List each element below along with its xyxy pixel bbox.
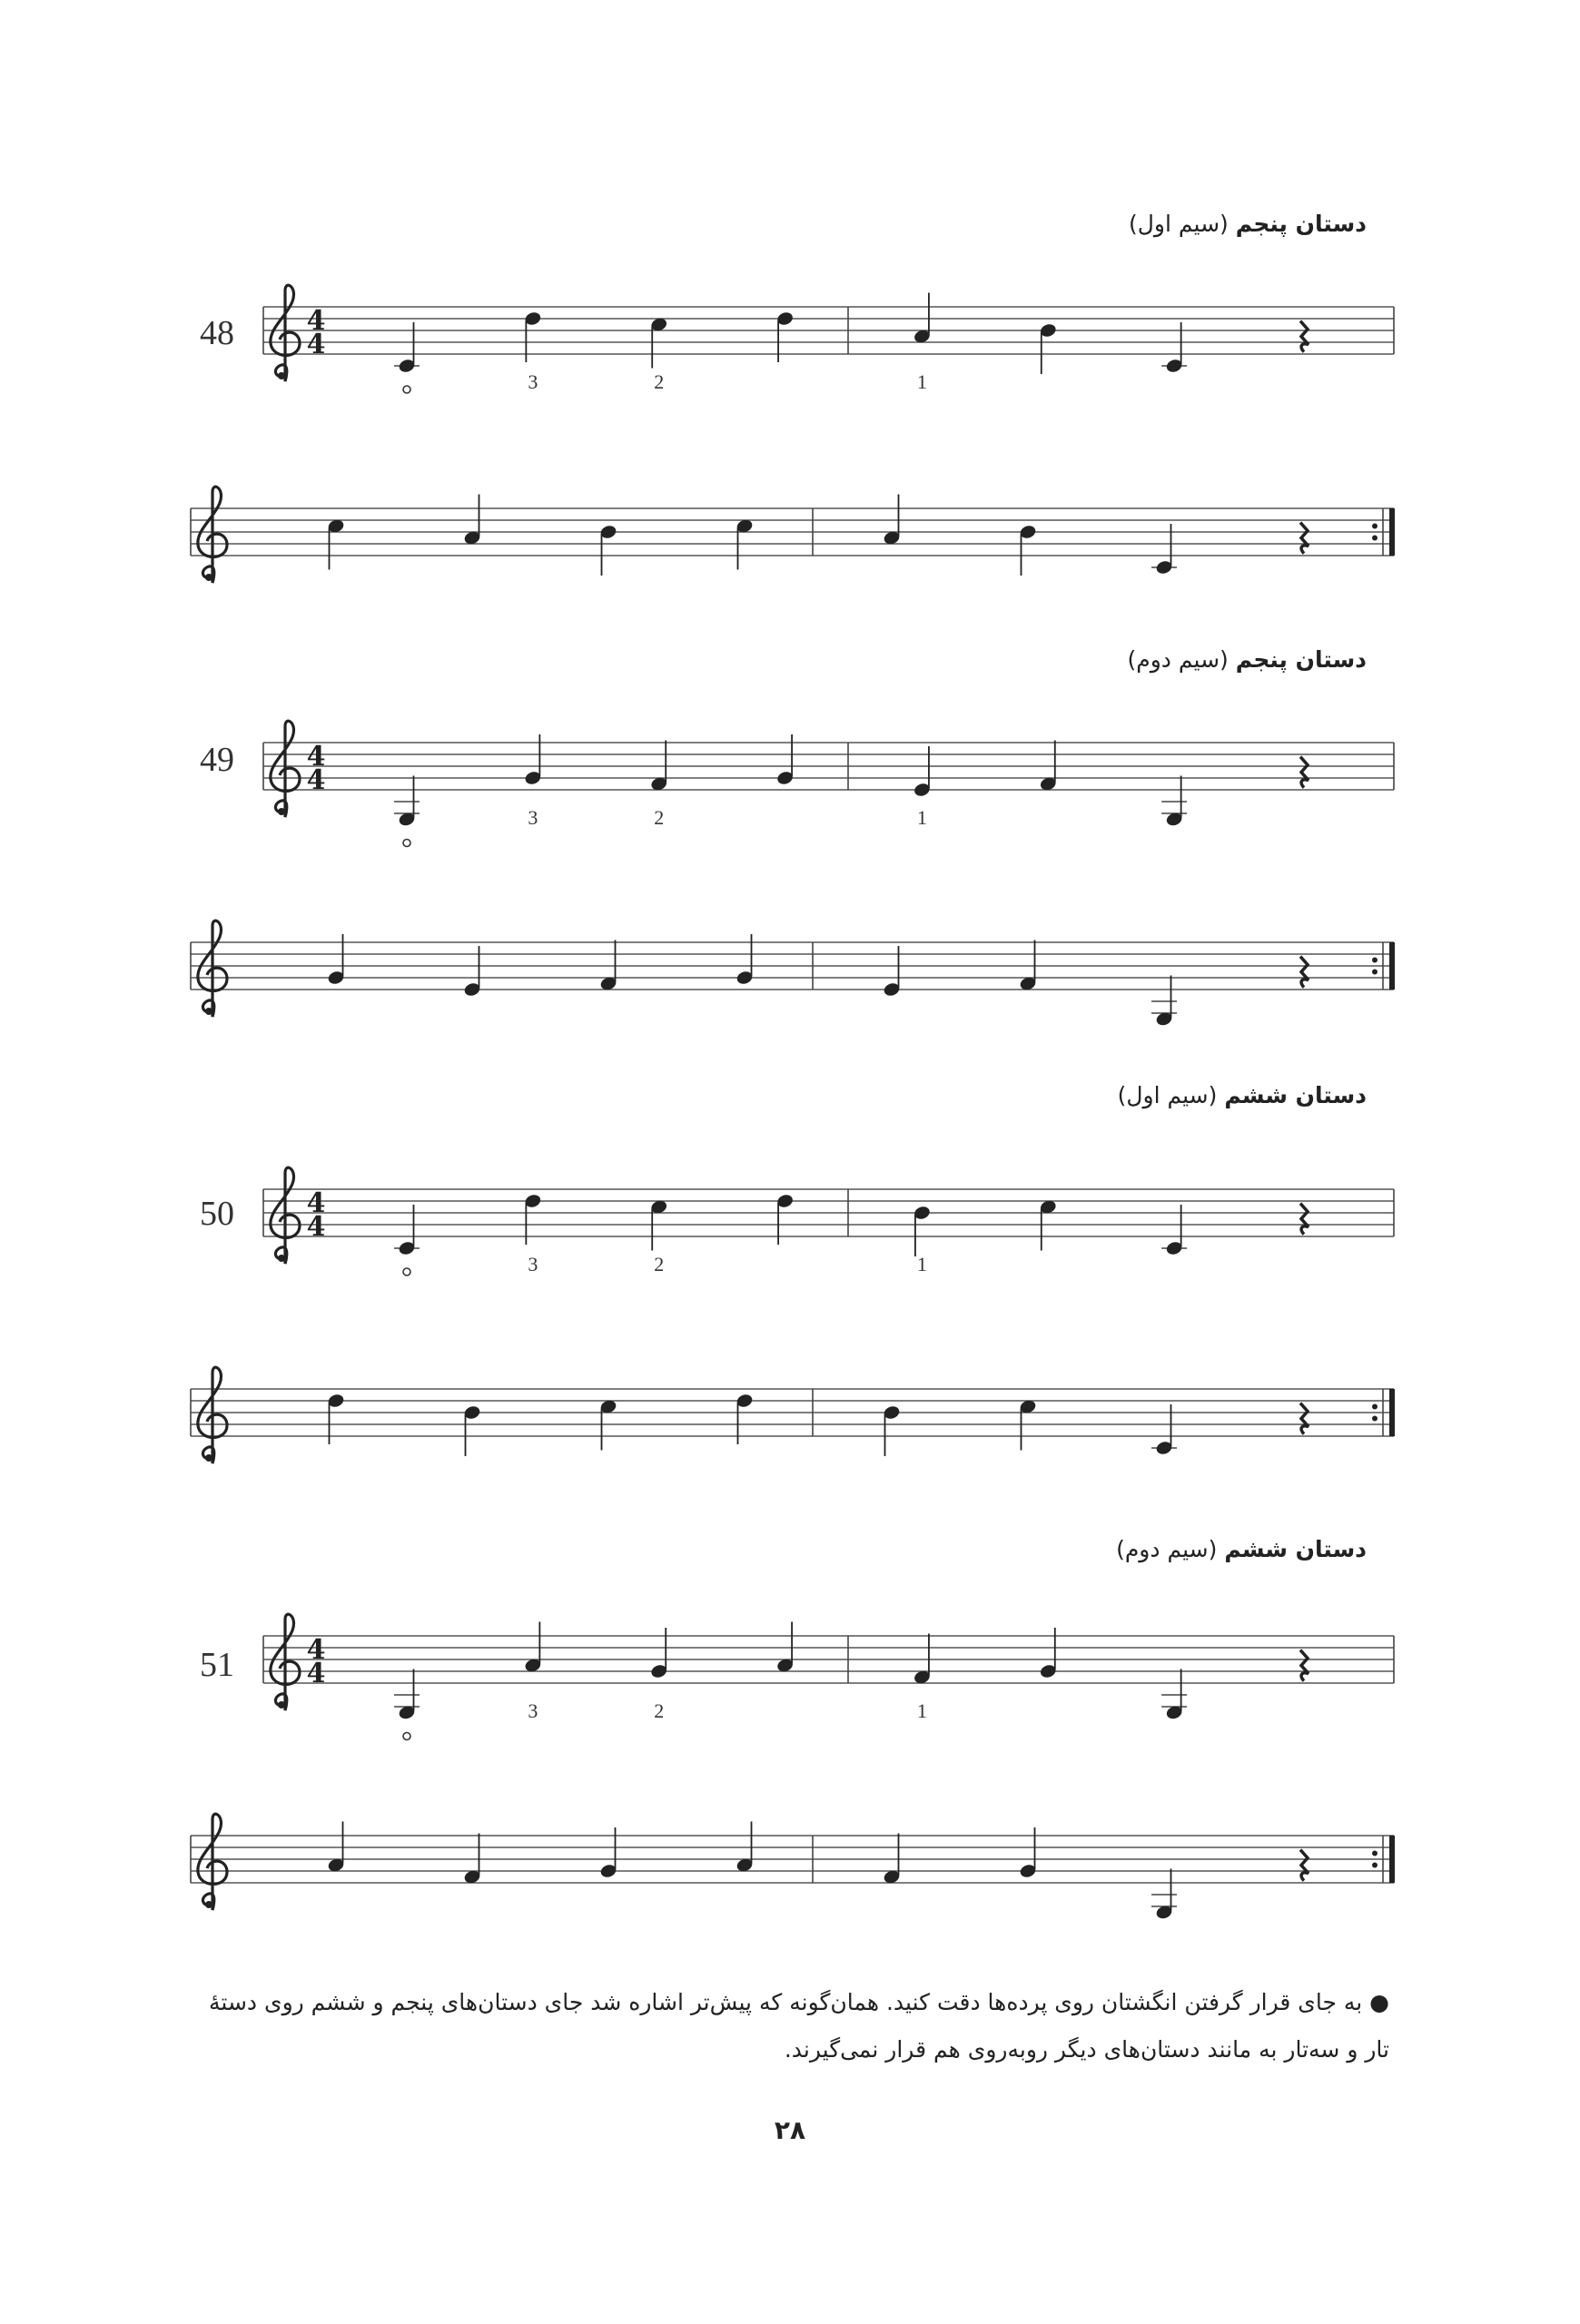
exercise-51-staff-1-treble-clef-icon-path bbox=[271, 1614, 300, 1710]
exercise-50-staff-2-quarter-rest-7 bbox=[1300, 1403, 1308, 1434]
exercise-48-title-bold: دستان پنجم bbox=[1235, 211, 1367, 237]
exercise-50-staff-1-treble-clef-icon bbox=[271, 1167, 300, 1264]
exercise-50-title-string: (سیم اول) bbox=[1117, 1082, 1218, 1108]
exercise-51-staff-1-quarter-rest-7 bbox=[1300, 1650, 1308, 1681]
exercise-49-staff-1-treble-clef-icon-path bbox=[271, 721, 300, 817]
exercise-51-staff-2-treble-clef-icon-path bbox=[198, 1814, 227, 1910]
exercise-48-staff-2-repeat-dot-upper bbox=[1372, 524, 1378, 529]
exercise-50-staff-1-time-sig-bottom: 4 bbox=[306, 1211, 326, 1243]
exercise-50-staff-1-treble-clef-icon-dot bbox=[278, 1255, 285, 1262]
exercise-48-staff-1-finger-2: 2 bbox=[654, 370, 665, 393]
exercise-number-50: 50 bbox=[200, 1195, 234, 1233]
exercise-50-staff-1-open-string-icon-0 bbox=[403, 1268, 410, 1275]
exercise-51-staff-2-treble-clef-icon-dot bbox=[205, 1901, 212, 1908]
exercise-50-staff-1-treble-clef-icon-path bbox=[271, 1167, 300, 1264]
exercise-49-title-string: (سیم دوم) bbox=[1127, 646, 1229, 673]
exercise-50-staff-2-repeat-dot-lower bbox=[1372, 1416, 1378, 1422]
page-number: ۲۸ bbox=[774, 2115, 806, 2145]
exercise-50-staff-1-finger-2: 2 bbox=[654, 1253, 665, 1275]
exercise-51-title-string: (سیم دوم) bbox=[1116, 1536, 1218, 1562]
exercise-49-staff-1-finger-2: 2 bbox=[654, 806, 665, 829]
exercise-number-48: 48 bbox=[200, 314, 234, 352]
exercise-50-staff-1-finger-4: 1 bbox=[916, 1253, 927, 1275]
exercise-48-staff-1-treble-clef-icon-dot bbox=[278, 372, 285, 379]
exercise-48-staff-2-treble-clef-icon-dot bbox=[205, 574, 212, 581]
exercise-48-staff-2-treble-clef-icon bbox=[198, 487, 227, 583]
exercise-51-staff-1-treble-clef-icon-dot bbox=[278, 1701, 285, 1709]
exercise-48-staff-1-quarter-rest-7 bbox=[1300, 321, 1308, 352]
exercise-49-staff-1-finger-1: 3 bbox=[528, 806, 538, 829]
exercise-50-staff-2-treble-clef-icon bbox=[198, 1367, 227, 1463]
exercise-51-staff-1-finger-4: 1 bbox=[916, 1699, 927, 1722]
exercise-48-staff-2-quarter-rest-7 bbox=[1300, 523, 1308, 554]
footnote-text: ● به جای قرار گرفتن انگشتان روی پرده‌ها دقت کنید. همان‌گونه که پیش‌تر اشاره شد جای دستان‌های پنجم و ششم روی دستهٔ تار و سه‌تار به مانند دستان‌های دیگر روبه‌روی هم قرار نمی‌گیرند. bbox=[209, 1989, 1389, 2063]
exercise-51-staff-1-time-sig-bottom: 4 bbox=[306, 1658, 326, 1689]
exercise-48-staff-2-repeat-dot-lower bbox=[1372, 536, 1378, 541]
exercise-50-staff-2-treble-clef-icon-path bbox=[198, 1367, 227, 1463]
exercise-49-staff-1-treble-clef-icon bbox=[271, 721, 300, 817]
exercise-48-staff-1-time-sig-bottom: 4 bbox=[306, 329, 326, 360]
exercise-number-49: 49 bbox=[200, 741, 234, 779]
exercise-49-staff-1-open-string-icon-0 bbox=[403, 840, 410, 847]
exercise-48-staff-1-finger-1: 3 bbox=[528, 370, 538, 393]
exercise-50-staff-1-time-sig-top: 4 bbox=[306, 1187, 326, 1219]
exercise-50-staff-2-repeat-dot-upper bbox=[1372, 1404, 1378, 1410]
exercise-48-staff-2-treble-clef-icon-path bbox=[198, 487, 227, 583]
exercise-49-staff-1-quarter-rest-7 bbox=[1300, 757, 1308, 788]
exercise-49-staff-2-repeat-dot-lower bbox=[1372, 970, 1378, 975]
exercise-number-51: 51 bbox=[200, 1646, 234, 1684]
exercise-51-staff-1-open-string-icon-0 bbox=[403, 1733, 410, 1740]
exercise-48-staff-1-treble-clef-icon bbox=[271, 285, 300, 381]
exercise-51-staff-2-quarter-rest-7 bbox=[1300, 1850, 1308, 1881]
exercise-49-staff-1-finger-4: 1 bbox=[916, 806, 927, 829]
exercise-51-title-bold: دستان ششم bbox=[1224, 1536, 1367, 1562]
exercise-50-staff-1-finger-1: 3 bbox=[528, 1253, 538, 1275]
exercise-51-staff-2-treble-clef-icon bbox=[198, 1814, 227, 1910]
exercise-51-staff-1-finger-2: 2 bbox=[654, 1699, 665, 1722]
exercise-49-staff-2-treble-clef-icon-dot bbox=[205, 1008, 212, 1015]
exercise-50-staff-2-treble-clef-icon-dot bbox=[205, 1454, 212, 1462]
exercise-49-staff-2-treble-clef-icon bbox=[198, 921, 227, 1017]
exercise-49-staff-2-treble-clef-icon-path bbox=[198, 921, 227, 1017]
exercise-48-staff-1-treble-clef-icon-path bbox=[271, 285, 300, 381]
exercise-51-staff-1-finger-1: 3 bbox=[528, 1699, 538, 1722]
exercise-49-staff-1-treble-clef-icon-dot bbox=[278, 808, 285, 815]
exercise-51-staff-2-repeat-dot-lower bbox=[1372, 1863, 1378, 1868]
exercise-48-staff-1-open-string-icon-0 bbox=[403, 386, 410, 393]
exercise-49-title-bold: دستان پنجم bbox=[1235, 646, 1367, 673]
exercise-51-staff-2-repeat-dot-upper bbox=[1372, 1851, 1378, 1856]
exercise-48-title-string: (سیم اول) bbox=[1129, 211, 1229, 237]
exercise-49-staff-2-repeat-dot-upper bbox=[1372, 958, 1378, 963]
exercise-50-staff-1-quarter-rest-7 bbox=[1300, 1204, 1308, 1235]
exercise-50-title-bold: دستان ششم bbox=[1224, 1082, 1367, 1108]
exercise-49-staff-1-time-sig-top: 4 bbox=[306, 741, 326, 773]
exercise-51-staff-1-time-sig-top: 4 bbox=[306, 1634, 326, 1666]
exercise-48-staff-1-finger-4: 1 bbox=[916, 370, 927, 393]
exercise-49-staff-2-quarter-rest-7 bbox=[1300, 957, 1308, 988]
exercise-49-staff-1-time-sig-bottom: 4 bbox=[306, 764, 326, 796]
exercise-48-staff-1-time-sig-top: 4 bbox=[306, 305, 326, 337]
exercise-51-staff-1-treble-clef-icon bbox=[271, 1614, 300, 1710]
